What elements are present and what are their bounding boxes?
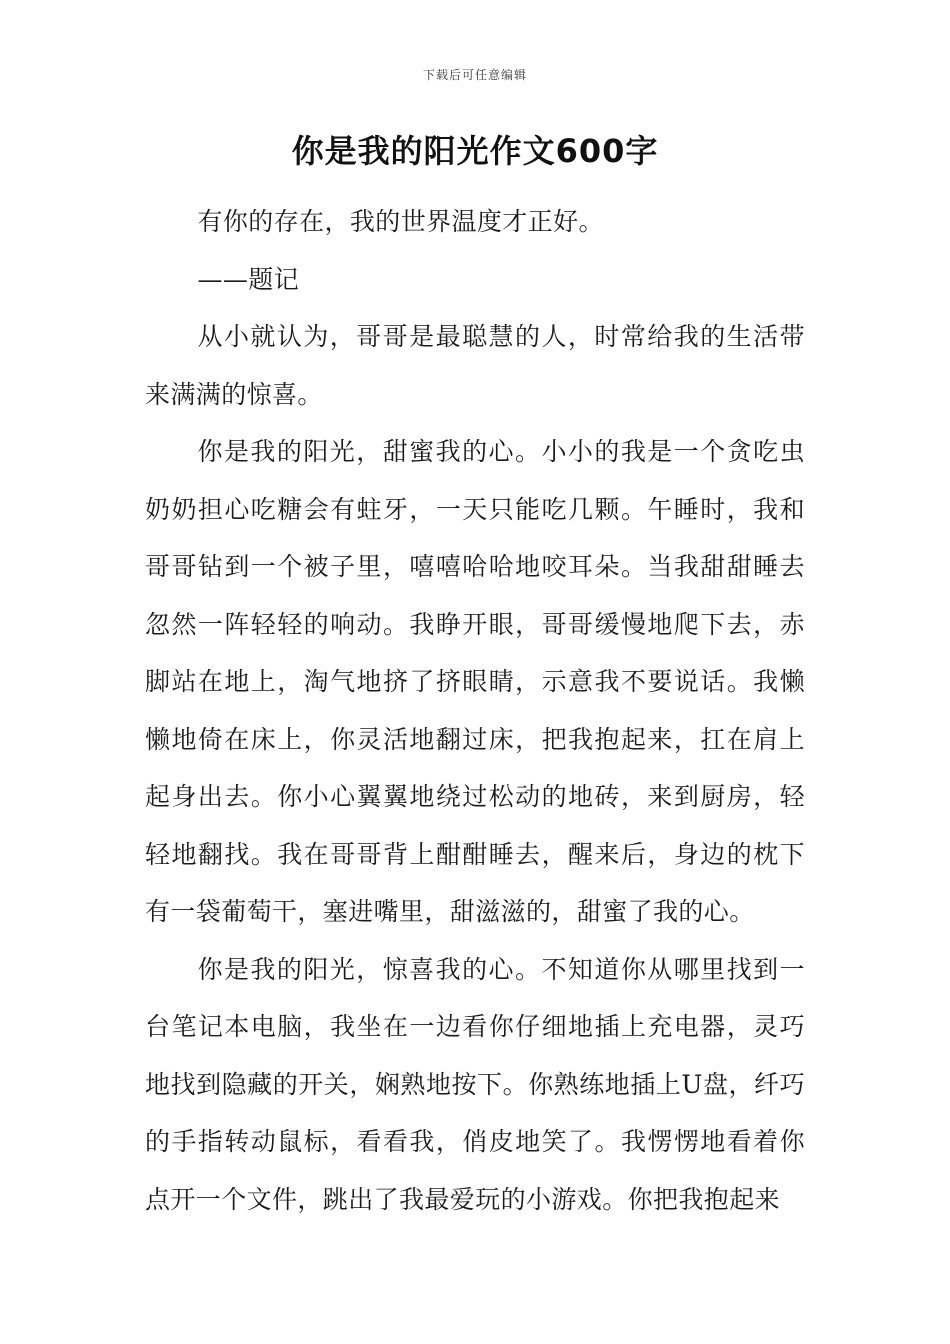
paragraph-epigraph-note: ——题记 bbox=[197, 264, 300, 294]
essay-title: 你是我的阳光作文600字 bbox=[291, 132, 659, 170]
header-note: 下载后可任意编辑 bbox=[422, 68, 527, 82]
paragraph-opening-line: 有你的存在，我的世界温度才正好。 bbox=[197, 207, 604, 236]
essay-body bbox=[145, 193, 805, 1228]
paragraph-intro: 从小就认为，哥哥是最聪慧的人，时常给我的生活带来满满的惊喜。 bbox=[145, 322, 805, 409]
paragraph-surprise: 你是我的阳光，惊喜我的心。不知道你从哪里找到一台笔记本电脑，我坐在一边看你仔细地插上充电器，灵巧地找到隐藏的开关，娴熟地按下。你熟练地插上U盘，纤巧的手指转动鼠标，看看我，俏皮地笑了。我愣愣地看着你点开一个文件，跳出了我最爱玩的小游戏。你把我抱起来 bbox=[145, 954, 805, 1214]
paragraph-sweetness: 你是我的阳光，甜蜜我的心。小小的我是一个贪吃虫奶奶担心吃糖会有蛀牙，一天只能吃几颗。午睡时，我和哥哥钻到一个被子里，嘻嘻哈哈地咬耳朵。当我甜甜睡去忽然一阵轻轻的响动。我睁开眼，哥哥缓慢地爬下去，赤脚站在地上，淘气地挤了挤眼睛，示意我不要说话。我懒懒地倚在床上，你灵活地翻过床，把我抱起来，扛在肩上起身出去。你小心翼翼地绕过松动的地砖，来到厨房，轻轻地翻找。我在哥哥背上酣酣睡去，醒来后，身边的枕下有一袋葡萄干，塞进嘴里，甜滋滋的，甜蜜了我的心。 bbox=[145, 437, 805, 926]
